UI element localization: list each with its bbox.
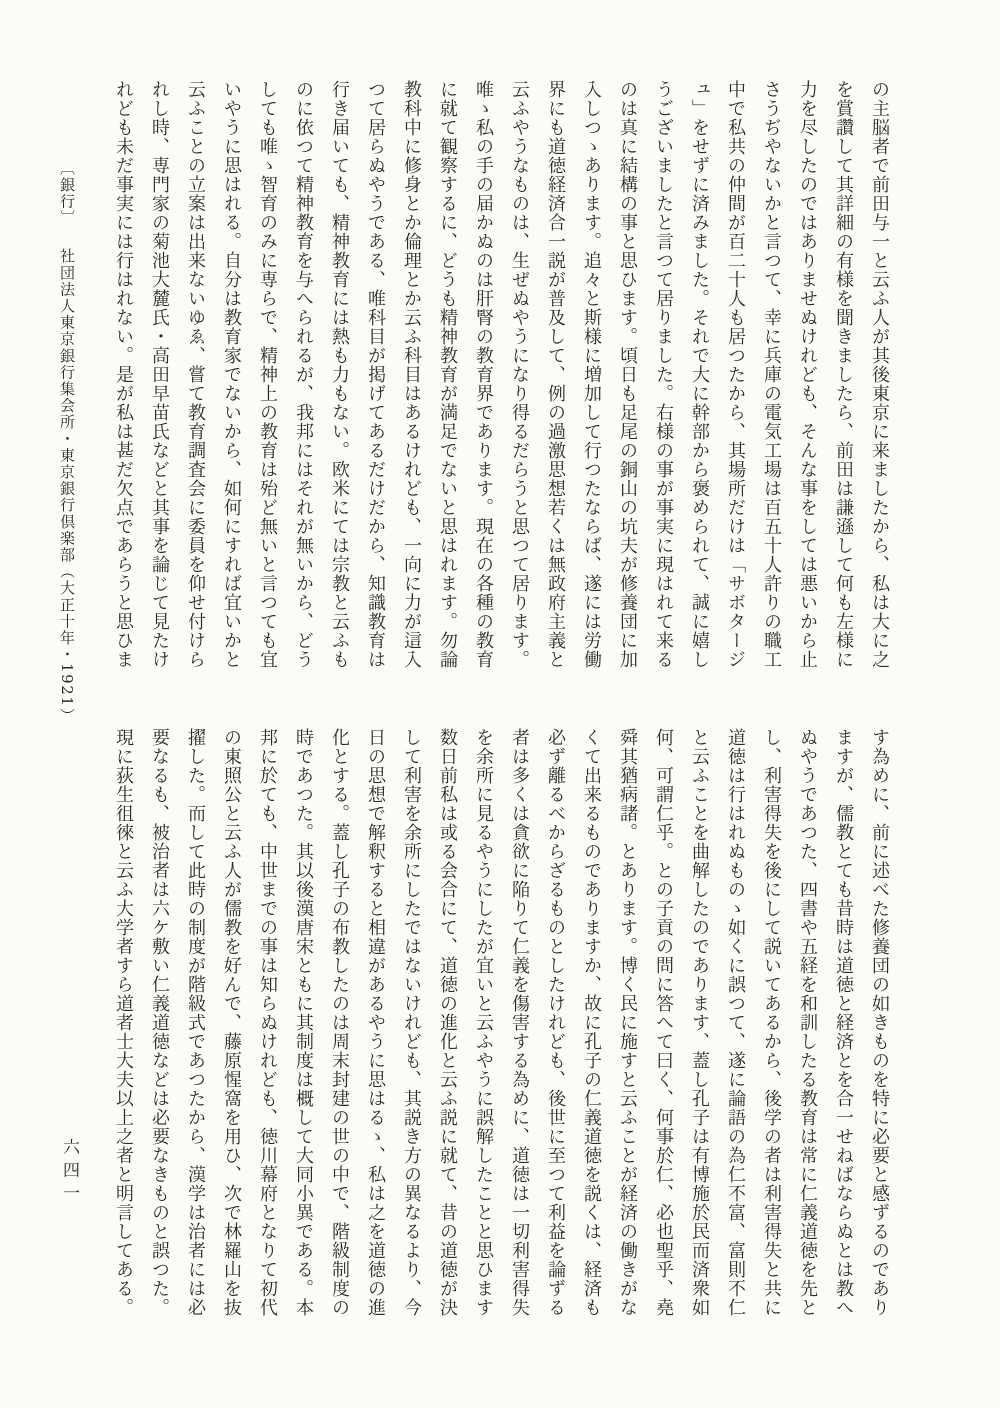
text-column: 行き届いても、精神教育には熱も力もない。欧米にては宗教と云ふも (329, 80, 350, 669)
text-column: 擢した。而して此時の制度が階級式であつたから、漢学は治者には必 (185, 728, 206, 1317)
text-column: さうぢやないかと言つて、幸に兵庫の電気工場は百五十人許りの職工 (761, 80, 782, 669)
page-number: 六四一 (59, 1138, 79, 1207)
text-column: 化とする。蓋し孔子の布教したのは周末封建の世の中で、階級制度の (329, 728, 350, 1317)
text-column: くて出来るものでありますか、故に孔子の仁義道徳を説くは、経済も (581, 728, 602, 1317)
text-column: のに依つて精神教育を与へられるが、我邦にはそれが無いから、どう (293, 80, 314, 669)
text-column: ぬやうであつた、四書や五経を和訓したる教育は常に仁義道徳を先と (797, 728, 818, 1317)
text-column: し、利害得失を後にして説いてあるから、後学の者は利害得失と共に (761, 728, 782, 1317)
text-column: に就て観察するに、どうも精神教育が満足でないと思はれます。勿論 (437, 80, 458, 669)
text-column: 現に荻生徂徠と云ふ大学者すら道者士大夫以上之者と明言してある。 (113, 728, 134, 1317)
main-text-lower-block (105, 728, 897, 1316)
text-column: の東照公と云ふ人が儒教を好んで、藤原惺窩を用ひ、次で林羅山を抜 (221, 728, 242, 1317)
text-column: 云ふことの立案は出来ないゆゑ、嘗て教育調査会に委員を仰せ付けら (185, 80, 206, 669)
text-column: の主脳者で前田与一と云ふ人が其後東京に来ましたから、私は大に之 (869, 80, 890, 669)
text-column: 必ず離るべからざるものとしたけれども、後世に至つて利益を論ずる (545, 728, 566, 1317)
text-column: す為めに、前に述べた修養団の如きものを特に必要と感ずるのであり (869, 728, 890, 1317)
text-column: 界にも道徳経済合一説が普及して、例の過激思想若くは無政府主義と (545, 80, 566, 669)
source-citation (54, 160, 80, 780)
text-column: 要なるも、被治者は六ケ敷い仁義道徳などは必要なきものと誤つた。 (149, 728, 170, 1317)
text-column: ますが、儒教とても昔時は道徳と経済とを合一せねばならぬとは教へ (833, 728, 854, 1317)
text-column: 唯ゝ私の手の届かぬのは肝腎の教育界であります。現在の各種の教育 (473, 80, 494, 669)
text-column: しても唯ゝ智育のみに専らで、精神上の教育は殆ど無いと言つても宜 (257, 80, 278, 669)
text-column: 数日前私は或る会合にて、道徳の進化と云ふ説に就て、昔の道徳が決 (437, 728, 458, 1317)
text-column: 者は多くは貪欲に陥りて仁義を傷害する為めに、道徳は一切利害得失 (509, 728, 530, 1317)
citation-category-label: 〔銀行〕 (58, 160, 76, 227)
text-column: いやうに思はれる。自分は教育家でないから、如何にすれば宜いかと (221, 80, 242, 669)
text-column: を賞讚して其詳細の有様を聞きましたら、前田は謙遜して何も左様に (833, 80, 854, 669)
text-column: 邦に於ても、中世までの事は知らぬけれども、徳川幕府となりて初代 (257, 728, 278, 1317)
text-column: 力を尽したのではありませぬけれども、そんな事をしては悪いから止 (797, 80, 818, 669)
text-column: 道徳は行はれぬものゝ如くに誤つて、遂に論語の為仁不富、富則不仁 (725, 728, 746, 1317)
text-column: 云ふやうなものは、生ぜぬやうになり得るだらうと思つて居ります。 (509, 80, 530, 669)
text-column: れども未だ事実には行はれない。是が私は甚だ欠点であらうと思ひま (113, 80, 134, 669)
text-column: を余所に見るやうにしたが宜いと云ふやうに誤解したことと思ひます (473, 728, 494, 1317)
text-column: と云ふことを曲解したのであります、蓋し孔子は有博施於民而済衆如 (689, 728, 710, 1317)
text-column: ュ」をせずに済みました。それで大に幹部から褒められて、誠に嬉し (689, 80, 710, 669)
text-column: れし時、専門家の菊池大麓氏・高田早苗氏などと其事を論じて見たけ (149, 80, 170, 669)
text-column: 時であつた。其以後漢唐宋ともに其制度は概して大同小異である。本 (293, 728, 314, 1317)
main-text-upper-block (105, 80, 897, 668)
text-column: のは真に結構の事と思ひます。頃日も足尾の銅山の坑夫が修養団に加 (617, 80, 638, 669)
text-column: 舜其猶病諸。とあります。博く民に施すと云ふことが経済の働きがな (617, 728, 638, 1317)
text-column: 中で私共の仲間が百二十人も居つたから、其場所だけは「サボタージ (725, 80, 746, 669)
text-column: して利害を余所にしたではないけれども、其説き方の異なるより、今 (401, 728, 422, 1317)
text-column: 入しつゝあります。追々と斯様に増加して行つたならば、遂には労働 (581, 80, 602, 669)
text-column: 日の思想で解釈すると相違があるやうに思はるゝ、私は之を道徳の進 (365, 728, 386, 1317)
text-column: つて居らぬやうである、唯科目が掲げてあるだけだから、知識教育は (365, 80, 386, 669)
citation-text: 社団法人東京銀行集会所・東京銀行倶楽部（大正十年・1921） (58, 248, 76, 725)
text-column: 教科中に修身とか倫理とか云ふ科目はあるけれども、一向に力が這入 (401, 80, 422, 669)
text-column: うございましたと言つて居りました。右様の事が事実に現はれて来る (653, 80, 674, 669)
text-column: 何、可謂仁乎。との子貢の問に答へて曰く、何事於仁、必也聖乎、堯 (653, 728, 674, 1317)
